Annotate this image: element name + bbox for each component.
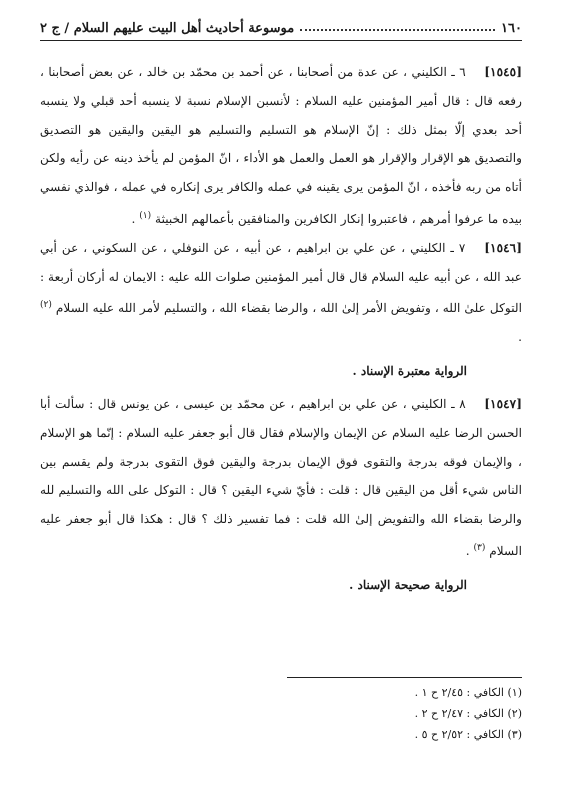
footnote-ref: (١) [139,210,152,221]
header-rule [40,40,522,41]
footnote-ref: (٣) [473,543,486,554]
footnote-rule [287,677,522,678]
page-number: ١٦٠ [501,21,522,36]
hadith-number: [١٥٤٧] [484,397,523,412]
header-dot-leader [300,29,495,31]
footnote-ref: (٢) [40,300,52,311]
footnote-3: (٣) الكافي : ٢/٥٢ ح ٥ . [414,728,522,741]
hadith-1546: [١٥٤٦] ٧ ـ الكليني ، عن علي بن ابراهيم ، عن أبيه ، عن النوفلي ، عن السكوني ، عن أبي عبد الله ، عن أبيه عليه السلام قال قال أمير المؤمنين صلوات الله عليه : الايمان له أركان أربعة : التوكل علىٰ الله ، وتفويض الأمر إلىٰ الله ، والرضا بقضاء الله ، والتسليم لأمر الله عليه السلام $^{(٢)}$ . [40,240,523,345]
chain-grading-note: الرواية صحيحة الإسناد . [349,577,467,592]
hadith-text: ٦ ـ الكليني ، عن عدة من أصحابنا ، عن أحمد بن محمّد بن خالد ، عن بعض أصحابنا ، رفعه قال : قال أمير المؤمنين عليه السلام : لأنسبن الإسلام نسبة لا ينسبه أحد قبلي ولا ينسبه أحد بعدي إلّا بمثل ذلك : إنّ الإسلام هو التسليم والتسليم هو اليقين واليقين هو التصديق والتصديق هو الإقرار والإقرار هو العمل والعمل هو الأداء ، انّ المؤمن لم يأخذ دينه عن رأيه ولكن أتاه من ربه فأخذه ، انّ المؤمن يرى يقينه في عمله والكافر يرى إنكاره في عمله ، فوالذي نفسي بيده ما عرفوا أمرهم ، فاعتبروا إنكار الكافرين والمنافقين بأعمالهم الخبيثة [40,65,522,227]
hadith-text: ٧ ـ الكليني ، عن علي بن ابراهيم ، عن أبيه ، عن النوفلي ، عن السكوني ، عن أبي عبد الله ، عن أبيه عليه السلام قال قال أمير المؤمنين صلوات الله عليه : الايمان له أركان أربعة : التوكل علىٰ الله ، وتفويض الأمر إلىٰ الله ، والرضا بقضاء الله ، والتسليم لأمر الله عليه السلام [40,240,522,316]
main-text [40,58,522,604]
hadith-number: [١٥٤٥] [484,65,522,79]
hadith-text: ٨ ـ الكليني ، عن علي بن ابراهيم ، عن محمّد بن عيسى ، عن يونس قال : سألت أبا الحسن الرضا عليه السلام عن الإيمان والإسلام فقال قال أبو جعفر عليه السلام : إنّما هو الإسلام ، والإيمان فوقه بدرجة والتقوى فوق الإيمان بدرجة واليقين فوق التقوى بدرجة ولم يقسم بين الناس شيء أقل من اليقين قال : قلت : فأيّ شيء اليقين ؟ قال : التوكل على الله والتسليم لله والرضا بقضاء الله والتفويض إلىٰ الله قلت : فما تفسير ذلك ؟ قال : هكذا قال أبو جعفر عليه السلام [40,397,522,559]
running-header [40,14,522,36]
chain-grading-note: الرواية معتبرة الإسناد . [352,364,467,379]
hadith-1545: [١٥٤٥] ٦ ـ الكليني ، عن عدة من أصحابنا ، عن أحمد بن محمّد بن خالد ، عن بعض أصحابنا ، رفعه قال : قال أمير المؤمنين عليه السلام : لأنسبن الإسلام نسبة لا ينسبه أحد قبلي ولا ينسبه أحد بعدي إلّا بمثل ذلك : إنّ الإسلام هو التسليم والتسليم هو اليقين واليقين هو التصديق والتصديق هو الإقرار والإقرار هو العمل والعمل هو الأداء ، انّ المؤمن لم يأخذ دينه عن رأيه ولكن أتاه من ربه فأخذه ، انّ المؤمن يرى يقينه في عمله والكافر يرى إنكاره في عمله ، فوالذي نفسي بيده ما عرفوا أمرهم ، فاعتبروا إنكار الكافرين والمنافقين بأعمالهم الخبيثة $^{(١)}$ . [40,65,522,227]
footnote-2: (٢) الكافي : ٢/٤٧ ح ٢ . [414,707,522,720]
header-title: موسوعة أحاديث أهل البيت عليهم السلام / ج ٢ [40,21,295,36]
footnotes [40,682,522,745]
hadith-1547: [١٥٤٧] ٨ ـ الكليني ، عن علي بن ابراهيم ، عن محمّد بن عيسى ، عن يونس قال : سألت أبا الحسن الرضا عليه السلام عن الإيمان والإسلام فقال قال أبو جعفر عليه السلام : إنّما هو الإسلام ، والإيمان فوقه بدرجة والتقوى فوق الإيمان بدرجة واليقين فوق التقوى بدرجة ولم يقسم بين الناس شيء أقل من اليقين قال : قلت : فأيّ شيء اليقين ؟ قال : التوكل على الله والتسليم لله والرضا بقضاء الله والتفويض إلىٰ الله قلت : فما تفسير ذلك ؟ قال : هكذا قال أبو جعفر عليه السلام $^{(٣)}$ . [40,397,523,559]
hadith-number: [١٥٤٦] [484,240,523,255]
footnote-1: (١) الكافي : ٢/٤٥ ح ١ . [414,686,522,699]
